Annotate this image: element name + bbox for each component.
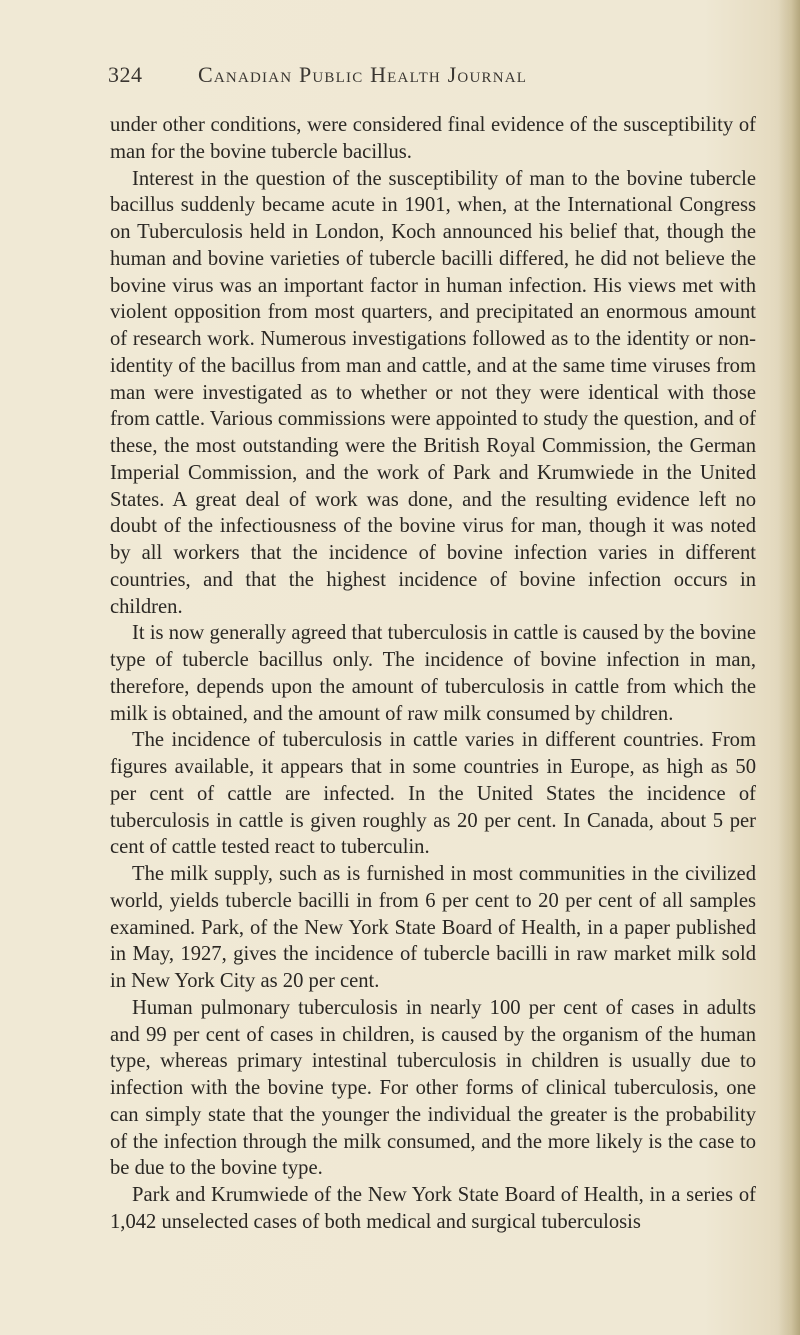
page-edge-shadow [778, 0, 800, 1335]
page-number: 324 [108, 62, 143, 87]
paragraph-continued: under other conditions, were considered final evidence of the susceptibility of man for the bovine tubercle bacillus. [110, 114, 756, 163]
paragraph-koch-congress: Interest in the question of the susceptibility of man to the bovine tubercle bacillus suddenly became acute in 1901, when, at the International Congress on Tuberculosis held in London, Koch announced his belief that, though the human and bovine varieties of tubercle bacilli differed, he did not believe the bovine virus was an important factor in human infection. His views met with violent opposition from most quarters, and precipitated an enormous amount of research work. Numerous investigations followed as to the identity or non-identity of the bacillus from man and cattle, and at the same time viruses from man were investigated as to whether or not they were identical with those from cattle. Various commissions were appointed to study the question, and of these, the most outstanding were the British Royal Commission, the German Imperial Commission, and the work of Park and Krumwiede in the United States. A great deal of work was done, and the resulting evidence left no doubt of the infectiousness of the bovine virus for man, though it was noted by all workers that the incidence of bovine infection varies in different countries, and that the highest incidence of bovine infection occurs in children. [110, 167, 756, 618]
page-header [108, 62, 728, 92]
paragraph-milk-supply: The milk supply, such as is furnished in most communities in the civilized world, yields tubercle bacilli in from 6 per cent to 20 per cent of all samples examined. Park, of the New York State Board of Health, in a paper published in May, 1927, gives the incidence of tubercle bacilli in raw market milk sold in New York City as 20 per cent. [110, 863, 756, 992]
paragraph-park-krumwiede: Park and Krumwiede of the New York State Board of Health, in a series of 1,042 unselected cases of both medical and surgical tuberculosis [110, 1184, 756, 1233]
paragraph-cattle-incidence: The incidence of tuberculosis in cattle varies in different countries. From figures available, it appears that in some countries in Europe, as high as 50 per cent of cattle are infected. In the United States the incidence of tuberculosis in cattle is given roughly as 20 per cent. In Canada, about 5 per cent of cattle tested react to tuberculin. [110, 729, 756, 859]
paragraph-bovine-type: It is now generally agreed that tuberculosis in cattle is caused by the bovine type of tubercle bacillus only. The incidence of bovine infection in man, therefore, depends upon the amount of tuberculosis in cattle from which the milk is obtained, and the amount of raw milk consumed by children. [110, 622, 756, 725]
article-body [110, 112, 756, 1236]
running-title: Canadian Public Health Journal [198, 62, 528, 87]
paragraph-human-pulmonary: Human pulmonary tuberculosis in nearly 100 per cent of cases in adults and 99 per cent of cases in children, is caused by the organism of the human type, whereas primary intestinal tuberculosis in children is usually due to infection with the bovine type. For other forms of clinical tuberculosis, one can simply state that the younger the individual the greater is the probability of the infection through the milk consumed, and the more likely is the case to be due to the bovine type. [110, 996, 756, 1180]
